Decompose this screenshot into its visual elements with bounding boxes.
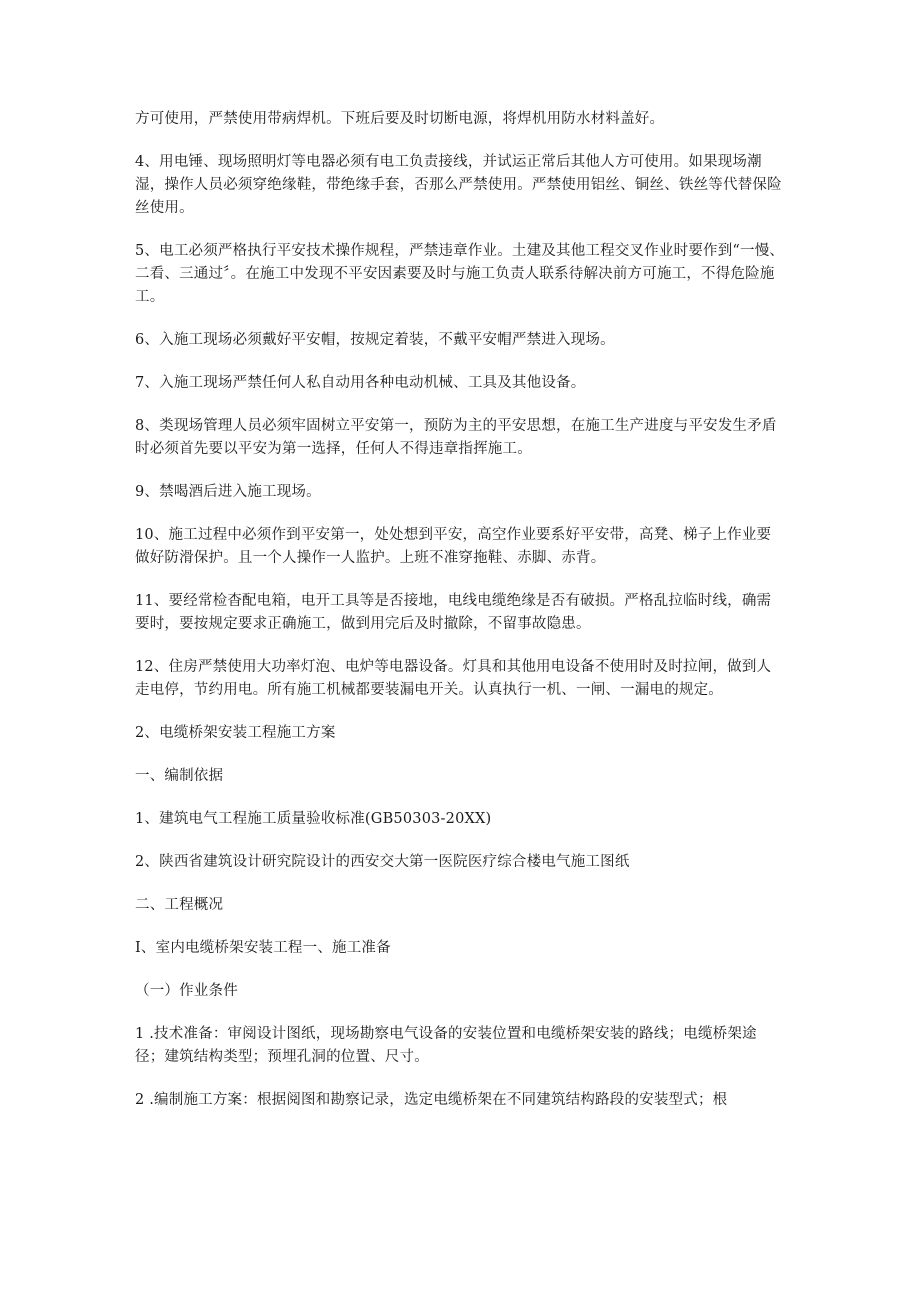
subsection-heading-indoor: I、室内电缆桥架安装工程一、施工准备 [135, 940, 391, 956]
subsection-heading-conditions: （一）作业条件 [135, 983, 238, 999]
condition-item-2: 2 .编制施工方案：根据阅图和勘察记录，选定电缆桥架在不同建筑结构路段的安装型式；根 [135, 1092, 728, 1108]
basis-item-1: 1、建筑电气工程施工质量验收标准(GB50303-20XX) [135, 811, 492, 827]
paragraph-item-8: 8、类现场管理人员必须牢固树立平安第一，预防为主的平安思想，在施工生产进度与平安发生矛盾时必须首先要以平安为第一选择，任何人不得违章指挥施工。 [135, 418, 777, 457]
paragraph-item-10: 10、施工过程中必须作到平安第一，处处想到平安，高空作业要系好平安带，高凳、梯子上作业要做好防滑保护。且一个人操作一人监护。上班不准穿拖鞋、赤脚、赤背。 [135, 527, 772, 566]
paragraph-item-7: 7、入施工现场严禁任何人私自动用各种电动机械、工具及其他设备。 [135, 375, 586, 391]
paragraph-item-11: 11、要经常检杳配电箱，电开工具等是否接地，电线电缆绝缘是否有破损。严格乱拉临时线，确需要时，要按规定要求正确施工，做到用完后及时撤除，不留事故隐患。 [135, 593, 772, 632]
paragraph-item-12: 12、住房严禁使用大功率灯泡、电炉等电器设备。灯具和其他用电设备不使用时及时拉闸，做到人走电停，节约用电。所有施工机械都要装漏电开关。认真执行一机、一闸、一漏电的规定。 [135, 659, 772, 698]
section-heading-overview: 二、工程概况 [135, 897, 224, 913]
paragraph-item-6: 6、入施工现场必须戴好平安帽，按规定着装，不戴平安帽严禁进入现场。 [135, 332, 615, 348]
paragraph-item-9: 9、禁喝酒后进入施工现场。 [135, 484, 321, 500]
condition-item-1: 1 .技术准备：审阅设计图纸，现场勘察电气设备的安装位置和电缆桥架安装的路线；电缆桥架途径；建筑结构类型；预埋孔洞的位置、尺寸。 [135, 1026, 757, 1065]
document-body [135, 108, 785, 1132]
section-heading-cable-tray: 2、电缆桥架安装工程施工方案 [135, 725, 336, 741]
paragraph-item-4: 4、用电锤、现场照明灯等电器必须有电工负责接线，并试运正常后其他人方可使用。如果现场潮湿，操作人员必须穿绝缘鞋，带绝缘手套，否那么严禁使用。严禁使用铝丝、铜丝、铁丝等代替保险丝使用。 [135, 154, 782, 216]
paragraph-continuation: 方可使用，严禁使用带病焊机。下班后要及时切断电源，将焊机用防水材料盖好。 [135, 111, 665, 127]
section-heading-basis: 一、编制依据 [135, 768, 224, 784]
paragraph-item-5: 5、电工必须严格执行平安技术操作规程，严禁违章作业。土建及其他工程交叉作业时要作到“一慢、二看、三通过〞。在施工中发现不平安因素要及时与施工负责人联系待解决前方可施工，不得危险施工。 [135, 243, 785, 305]
basis-item-2: 2、陕西省建筑设计研究院设计的西安交大第一医院医疗综合楼电气施工图纸 [135, 854, 630, 870]
